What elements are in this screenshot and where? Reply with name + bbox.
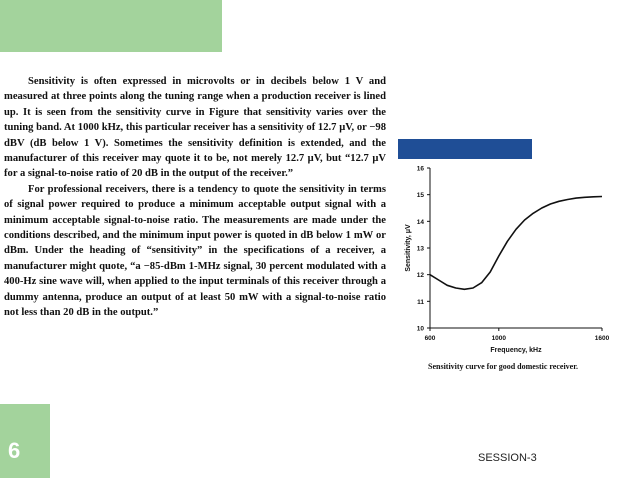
y-tick-label: 10: [416, 325, 424, 333]
x-axis-label: Frequency, kHz: [490, 347, 542, 354]
session-label: SESSION-3: [478, 452, 537, 464]
x-tick-label: 600: [424, 335, 436, 342]
y-tick-label: 16: [416, 165, 424, 173]
x-tick-label: 1000: [491, 335, 507, 342]
paragraph-2: For professional receivers, there is a tendency to quote the sensitivity in terms of signal power required to produce a minimum acceptable output signal with a minimum acceptable signal-to-noise ratio. The measurements are made under the conditions described, and the minimum input power is quoted in dB below 1 mW or dBm. Under the heading of “sensitivity” in the specifications of a receiver, a manufacturer might quote, “a −85-dBm 1-MHz signal, 30 percent modulated with a 400-Hz sine wave will, when applied to the input terminals of this receiver through a dummy antenna, produce an output of at least 50 mW with a signal-to-noise ratio not less than 20 dB in the output.”: [4, 183, 386, 319]
y-tick-label: 11: [417, 298, 424, 306]
paragraph-1: Sensitivity is often expressed in microvolts or in decibels below 1 V and measured at three points along the tuning range when a production receiver is lined up. It is seen from the sensitivity curve in Figure that sensitivity varies over the tuning band. At 1000 kHz, this particular receiver has a sensitivity of 12.7 μV, or −98 dBV (dB below 1 V). Sometimes the sensitivity definition is extended, and the manufacturer of this receiver may quote it to be, not merely 12.7 μV, but “12.7 μV for a signal-to-noise ratio of 20 dB in the output of the receiver.”: [4, 76, 386, 180]
body-text: [4, 74, 386, 321]
accent-block-top: [0, 0, 222, 52]
y-tick-label: 12: [416, 272, 424, 280]
figure-caption: Sensitivity curve for good domestic receiver.: [428, 362, 579, 371]
y-tick-label: 13: [416, 245, 424, 253]
sensitivity-chart: [390, 160, 630, 380]
y-tick-label: 14: [416, 218, 424, 226]
chart-svg: [390, 160, 630, 380]
x-tick-label: 1600: [594, 335, 610, 342]
sensitivity-curve: [430, 197, 602, 290]
y-tick-label: 15: [416, 192, 424, 200]
figure-title-bar: [398, 139, 532, 159]
slide-number: 6: [8, 438, 21, 463]
y-axis-label: Sensitivity, μV: [405, 224, 412, 272]
